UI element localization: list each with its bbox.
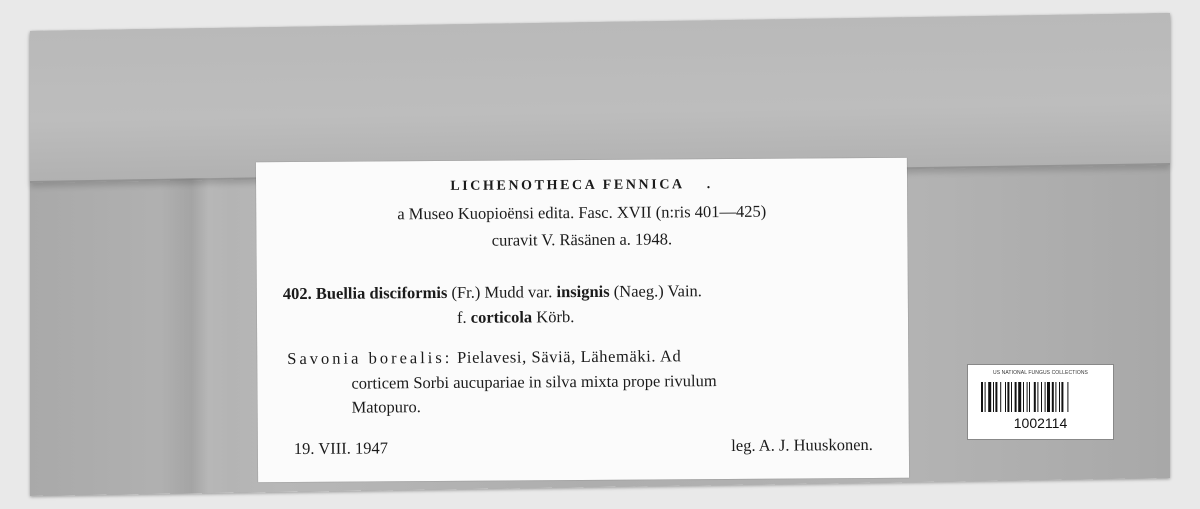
genus-species: Buellia disciformis: [315, 282, 448, 303]
specimen-number: 402.: [282, 283, 312, 304]
forma-name: corticola: [470, 307, 533, 327]
label-title-text: LICHENOTHECA FENNICA: [450, 177, 685, 194]
label-title: [256, 176, 907, 197]
barcode-icon: [981, 382, 1100, 412]
specimen-label: [256, 158, 909, 483]
label-subtitle-line1: a Museo Kuopioënsi edita. Fasc. XVII (n:ris 401—425): [397, 201, 767, 224]
packet-flap: [30, 13, 1170, 183]
species-line1: [283, 281, 702, 304]
collection-date: 19. VIII. 1947: [293, 438, 389, 459]
collector-name: leg. A. J. Huuskonen.: [731, 434, 873, 455]
packet-crease: [160, 178, 230, 494]
barcode-institution: US NATIONAL FUNGUS COLLECTIONS: [993, 370, 1088, 376]
region-name: Savonia borealis:: [287, 347, 453, 369]
barcode-number: 1002114: [1013, 415, 1068, 431]
forma-prefix: f.: [456, 307, 467, 327]
locality-line2: corticem Sorbi aucupariae in silva mixta prope rivulum: [351, 371, 717, 393]
label-subtitle-line2: curavit V. Räsänen a. 1948.: [491, 229, 673, 250]
locality-line1: [287, 346, 681, 369]
label-title-dot: .: [706, 177, 713, 193]
locality-line3: Matopuro.: [351, 397, 421, 417]
forma-author: Körb.: [536, 307, 575, 327]
locality-text1: Pielavesi, Säviä, Lähemäki. Ad: [457, 346, 682, 367]
variety-author: (Naeg.) Vain.: [613, 281, 702, 301]
variety-name: insignis: [556, 281, 610, 302]
species-line2: [457, 307, 574, 328]
barcode-tag: [967, 364, 1114, 440]
species-author: (Fr.) Mudd var.: [451, 282, 553, 302]
